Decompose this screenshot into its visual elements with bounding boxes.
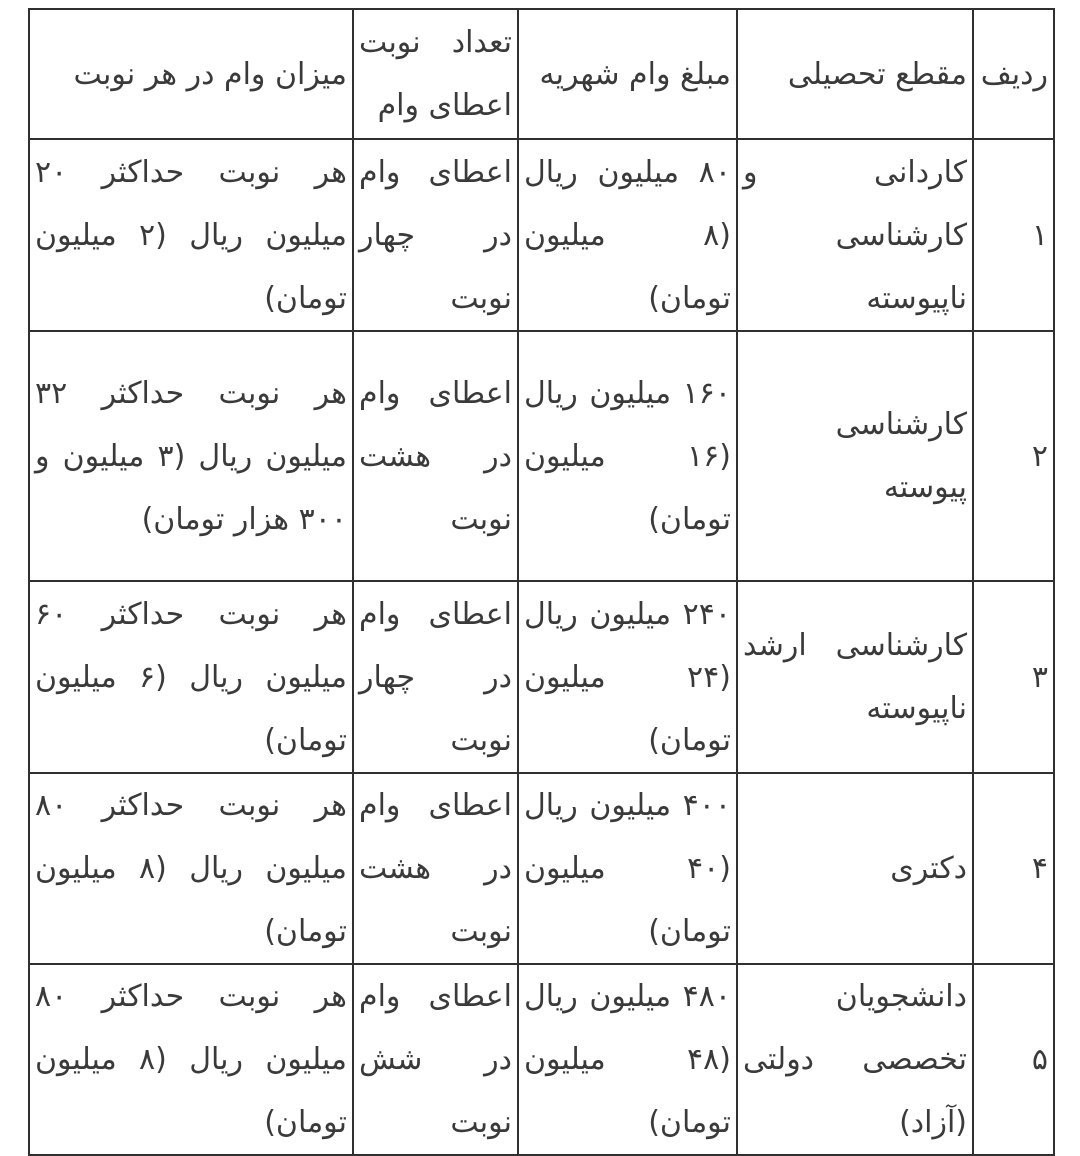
row-4-degree-level: دکتری (737, 773, 973, 964)
row-1-amount-per-installment: هر نوبت حداکثر ۲۰ میلیون ریال (۲ میلیون تومان) (29, 139, 353, 331)
header-row (29, 9, 1054, 139)
row-1-degree-level: کاردانی و کارشناسی ناپیوسته (737, 139, 973, 331)
row-5-number: ۵ (973, 964, 1054, 1155)
header-tuition-loan-amount: مبلغ وام شهریه (518, 9, 737, 139)
row-3-number: ۳ (973, 581, 1054, 773)
row-3-degree-level: کارشناسی ارشد ناپیوسته (737, 581, 973, 773)
header-row-number: ردیف (973, 9, 1054, 139)
row-1-installment-count: اعطای وام در چهار نوبت (353, 139, 518, 331)
row-5-tuition-loan-amount: ۴۸۰ میلیون ریال (۴۸ میلیون تومان) (518, 964, 737, 1155)
row-5-amount-per-installment: هر نوبت حداکثر ۸۰ میلیون ریال (۸ میلیون تومان) (29, 964, 353, 1155)
header-installment-count: تعداد نوبت اعطای وام (353, 9, 518, 139)
row-5-installment-count: اعطای وام در شش نوبت (353, 964, 518, 1155)
row-2-degree-level: کارشناسی پیوسته (737, 331, 973, 581)
row-3-tuition-loan-amount: ۲۴۰ میلیون ریال (۲۴ میلیون تومان) (518, 581, 737, 773)
table-row (29, 331, 1054, 581)
row-1-tuition-loan-amount: ۸۰ میلیون ریال (۸ میلیون تومان) (518, 139, 737, 331)
row-5-degree-level: دانشجویان تخصصی دولتی (آزاد) (737, 964, 973, 1155)
row-4-amount-per-installment: هر نوبت حداکثر ۸۰ میلیون ریال (۸ میلیون تومان) (29, 773, 353, 964)
row-2-amount-per-installment: هر نوبت حداکثر ۳۲ میلیون ریال (۳ میلیون و ۳۰۰ هزار تومان) (29, 331, 353, 581)
row-4-installment-count: اعطای وام در هشت نوبت (353, 773, 518, 964)
row-2-tuition-loan-amount: ۱۶۰ میلیون ریال (۱۶ میلیون تومان) (518, 331, 737, 581)
row-4-number: ۴ (973, 773, 1054, 964)
table-row (29, 964, 1054, 1155)
header-amount-per-installment: میزان وام در هر نوبت (29, 9, 353, 139)
student-loan-table (28, 8, 1055, 1156)
table-row (29, 773, 1054, 964)
header-degree-level: مقطع تحصیلی (737, 9, 973, 139)
row-3-amount-per-installment: هر نوبت حداکثر ۶۰ میلیون ریال (۶ میلیون تومان) (29, 581, 353, 773)
row-2-number: ۲ (973, 331, 1054, 581)
row-3-installment-count: اعطای وام در چهار نوبت (353, 581, 518, 773)
row-4-tuition-loan-amount: ۴۰۰ میلیون ریال (۴۰ میلیون تومان) (518, 773, 737, 964)
table-row (29, 581, 1054, 773)
row-1-number: ۱ (973, 139, 1054, 331)
table-row (29, 139, 1054, 331)
row-2-installment-count: اعطای وام در هشت نوبت (353, 331, 518, 581)
